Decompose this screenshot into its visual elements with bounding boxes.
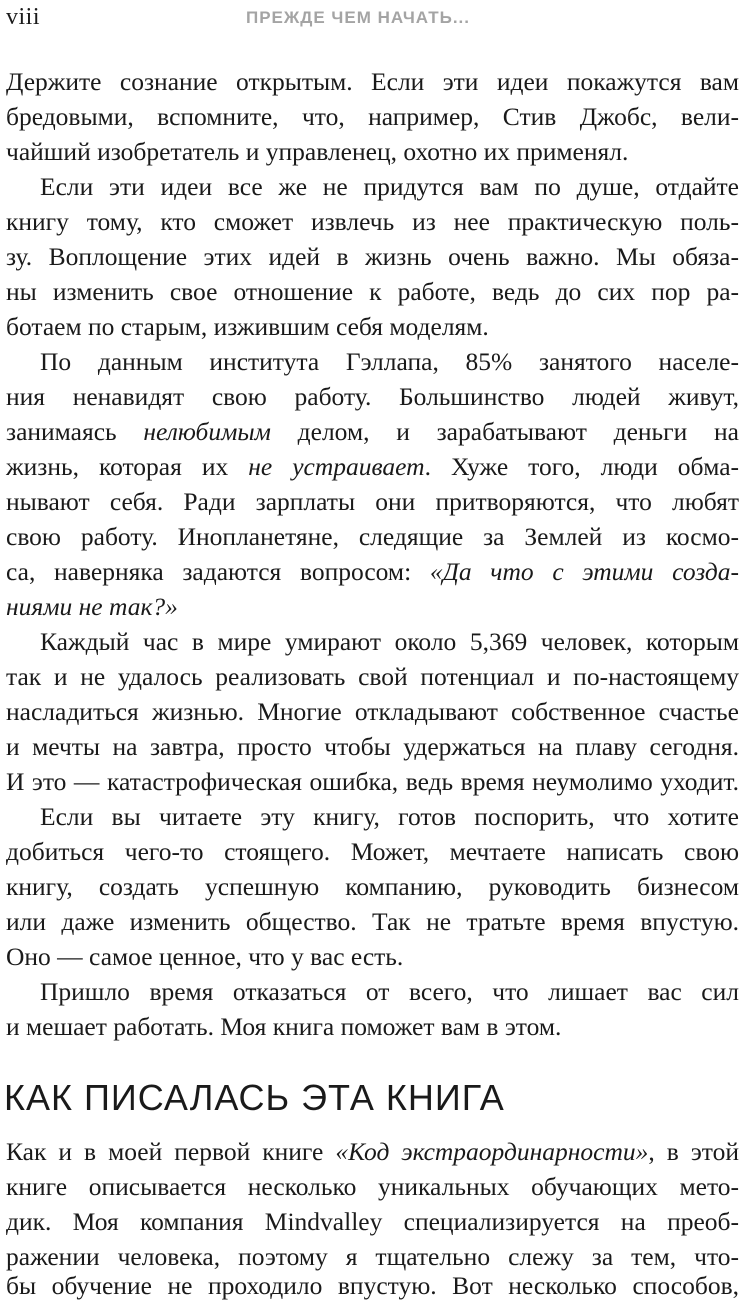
- body-line: Каждый час в мире умирают около 5,369 человек, которым: [40, 627, 739, 656]
- body-line: ны изменить свое отношение к работе, ведь до сих пор ра-: [6, 277, 739, 306]
- text-run: делом, и зарабатывают деньги на: [270, 417, 739, 446]
- body-line: и мешает работать. Моя книга поможет вам в этом.: [6, 1012, 562, 1041]
- body-line: И это — катастрофическая ошибка, ведь время неумолимо уходит.: [6, 767, 739, 796]
- text-run: жизнь, которая их: [6, 452, 249, 481]
- body-line: дик. Моя компания Mindvalley специализируется на преоб-: [6, 1207, 739, 1236]
- italic-book-title: «Код экстраординарности»: [335, 1137, 649, 1166]
- running-head: ПРЕЖДЕ ЧЕМ НАЧАТЬ...: [246, 8, 471, 27]
- body-line: книгу тому, кто сможет извлечь из нее практическую поль-: [6, 207, 739, 236]
- body-line: ботаем по старым, изжившим себя моделям.: [6, 312, 489, 341]
- body-line: бы обучение не проходило впустую. Вот несколько способов,: [6, 1271, 739, 1300]
- italic-emphasis: нелюбимым: [143, 417, 271, 446]
- text-run: . Хуже того, люди обма-: [424, 452, 740, 481]
- body-line: [6, 554, 739, 590]
- italic-quote: «Да что с этими созда-: [429, 557, 739, 586]
- body-line: [6, 1134, 739, 1170]
- text-run: са, наверняка задаются вопросом:: [6, 557, 430, 586]
- body-line: бредовыми, вспомните, что, например, Стив Джобс, вели-: [6, 102, 739, 131]
- body-line: книгу, создать успешную компанию, руководить бизнесом: [6, 872, 739, 901]
- section-heading: КАК ПИСАЛАСЬ ЭТА КНИГА: [4, 1077, 505, 1118]
- body-line: нывают себя. Ради зарплаты они притворяются, что любят: [6, 487, 739, 516]
- body-line: так и не удалось реализовать свой потенциал и по-настоящему: [6, 662, 739, 691]
- body-line: свою работу. Инопланетяне, следящие за Землей из космо-: [6, 522, 739, 551]
- body-line: зу. Воплощение этих идей в жизнь очень важно. Мы обяза-: [6, 242, 739, 271]
- body-line: или даже изменить общество. Так не тратьте время впустую.: [6, 907, 739, 936]
- body-line: насладиться жизнью. Многие откладывают собственное счастье: [6, 697, 739, 726]
- italic-quote: ниями не так?»: [6, 592, 178, 621]
- page-header: [0, 2, 744, 32]
- text-run: Как и в моей первой книге: [6, 1137, 336, 1166]
- body-line: Оно — самое ценное, что у вас есть.: [6, 942, 404, 971]
- body-line: книге описывается несколько уникальных обучающих мето-: [6, 1172, 739, 1201]
- body-line: По данным института Гэллапа, 85% занятого населе-: [40, 347, 739, 376]
- body-line: чайший изобретатель и управленец, охотно их применял.: [6, 137, 629, 166]
- text-run: , в этой: [648, 1137, 739, 1166]
- body-line: [6, 414, 739, 450]
- body-line: Если эти идеи все же не придутся вам по душе, отдайте: [40, 172, 739, 201]
- page-number: viii: [6, 4, 41, 30]
- body-line: добиться чего-то стоящего. Может, мечтаете написать свою: [6, 837, 739, 866]
- body-line: и мечты на завтра, просто чтобы удержаться на плаву сегодня.: [6, 732, 739, 761]
- body-line: Держите сознание открытым. Если эти идеи покажутся вам: [6, 67, 739, 96]
- body-line: ния ненавидят свою работу. Большинство людей живут,: [6, 382, 739, 411]
- body-line: Если вы читаете эту книгу, готов поспорить, что хотите: [40, 802, 739, 831]
- body-line: ражении человека, поэтому я тщательно слежу за тем, что-: [6, 1242, 739, 1271]
- body-line: [6, 449, 739, 485]
- body-line: [6, 589, 739, 625]
- body-line: Пришло время отказаться от всего, что лишает вас сил: [40, 977, 739, 1006]
- italic-emphasis: не устраивает: [248, 452, 425, 481]
- text-run: занимаясь: [6, 417, 144, 446]
